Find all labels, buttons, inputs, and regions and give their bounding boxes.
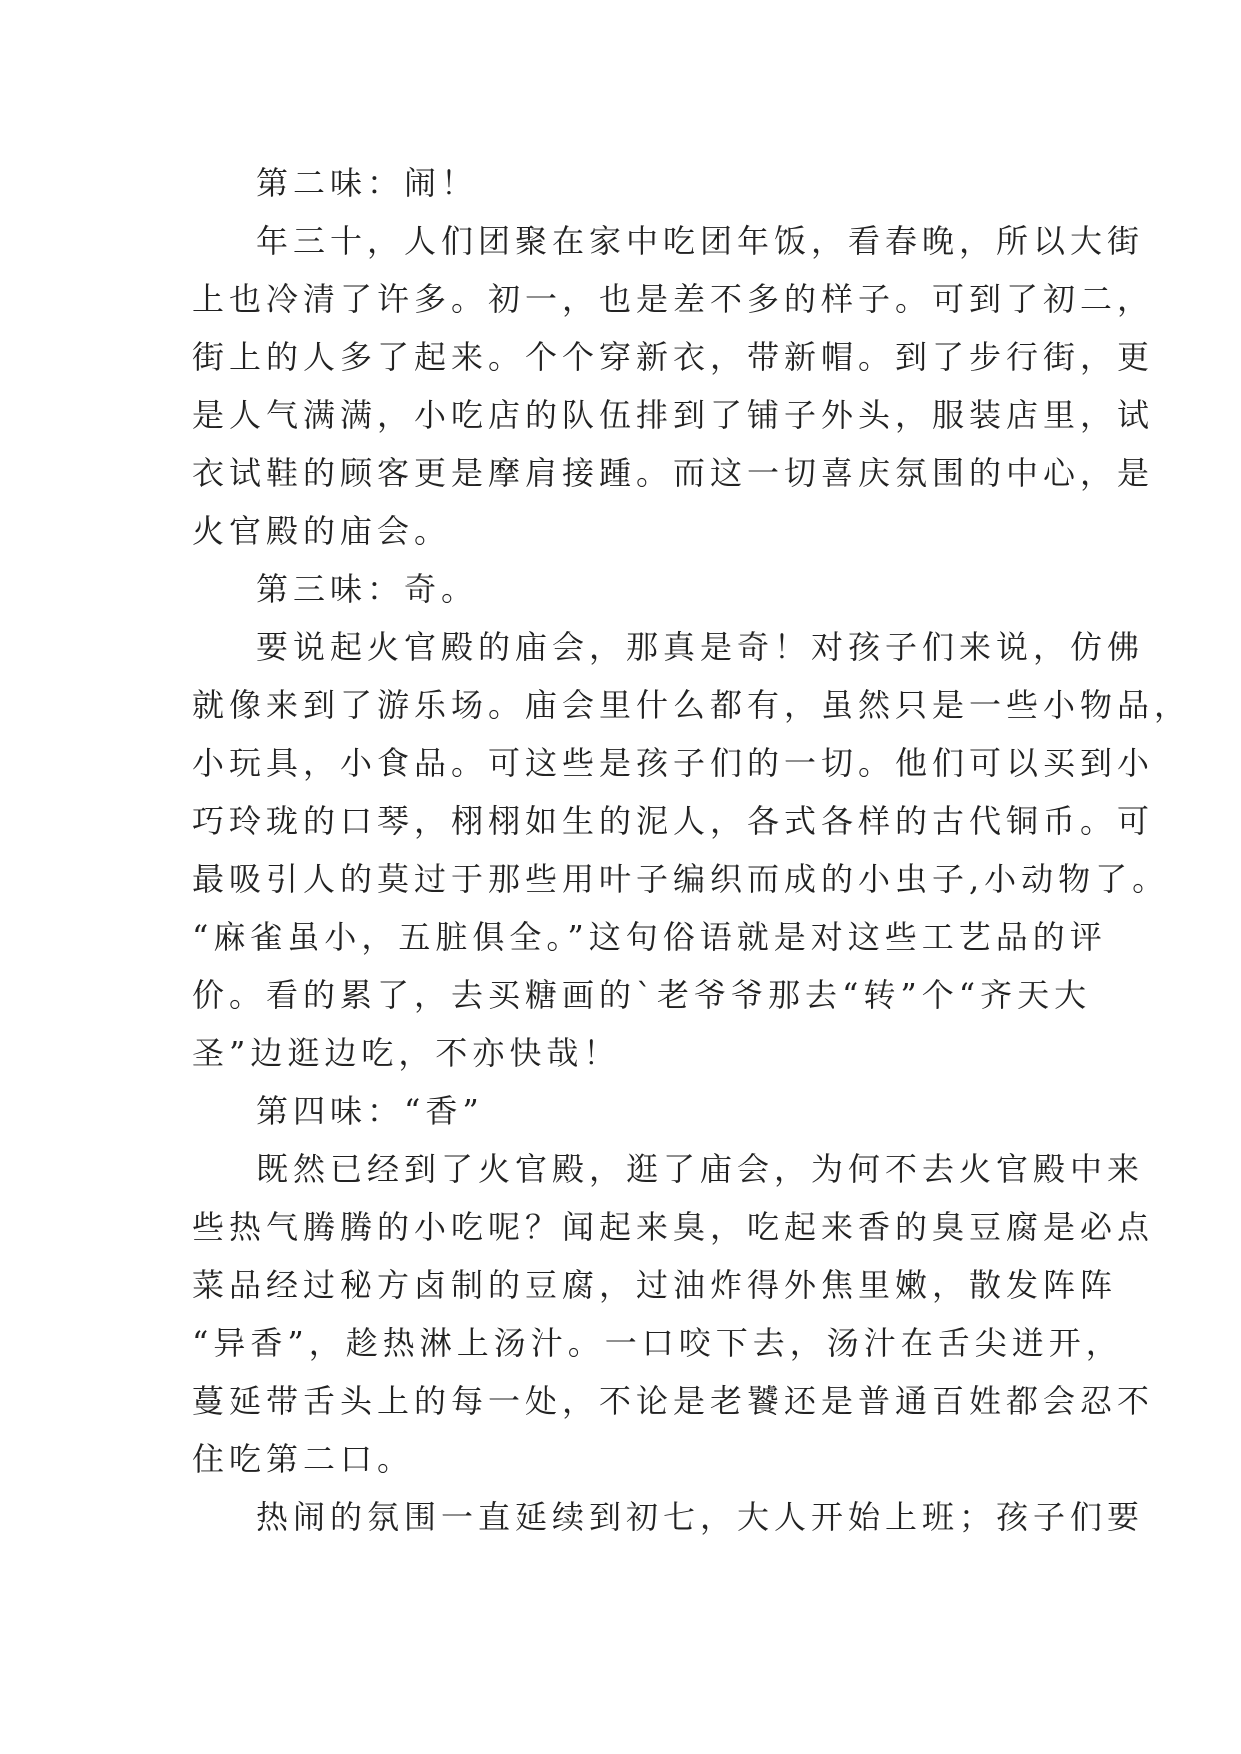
paragraph-line: 价。看的累了，去买糖画的`老爷爷那去“转”个“齐天大 [192,976,1092,1014]
paragraph-line: 菜品经过秘方卤制的豆腐，过油炸得外焦里嫩，散发阵阵 [192,1266,1118,1304]
paragraph-line: 既然已经到了火官殿，逛了庙会，为何不去火官殿中来 [256,1150,1145,1188]
paragraph-line: 火官殿的庙会。 [192,512,452,550]
paragraph-line: 就像来到了游乐场。庙会里什么都有，虽然只是一些小物品， [192,686,1192,724]
paragraph-line: 年三十，人们团聚在家中吃团年饭，看春晚，所以大街 [256,222,1145,260]
body-text [192,154,1192,1546]
paragraph-line: 街上的人多了起来。个个穿新衣，带新帽。到了步行街，更 [192,338,1155,376]
paragraph-line: “异香”，趁热淋上汤汁。一口咬下去，汤汁在舌尖迸开， [192,1324,1123,1362]
paragraph-line: 住吃第二口。 [192,1440,415,1478]
paragraph-line: 衣试鞋的顾客更是摩肩接踵。而这一切喜庆氛围的中心，是 [192,454,1155,492]
paragraph-line: 巧玲珑的口琴，栩栩如生的泥人，各式各样的古代铜币。可 [192,802,1155,840]
paragraph-line: 些热气腾腾的小吃呢？闻起来臭，吃起来香的臭豆腐是必点 [192,1208,1155,1246]
paragraph-line: 是人气满满，小吃店的队伍排到了铺子外头，服装店里，试 [192,396,1155,434]
paragraph-line: 热闹的氛围一直延续到初七，大人开始上班；孩子们要 [256,1498,1145,1536]
paragraph-line: 要说起火官殿的庙会，那真是奇！对孩子们来说，仿佛 [256,628,1145,666]
paragraph-line: 小玩具，小食品。可这些是孩子们的一切。他们可以买到小 [192,744,1155,782]
section-heading-2: 第二味：闹！ [256,164,479,202]
paragraph-line: 蔓延带舌头上的每一处，不论是老饕还是普通百姓都会忍不 [192,1382,1155,1420]
paragraph-line: 最吸引人的莫过于那些用叶子编织而成的小虫子,小动物了。 [192,860,1170,898]
paragraph-line: 上也冷清了许多。初一，也是差不多的样子。可到了初二， [192,280,1155,318]
section-heading-4: 第四味：“香” [256,1092,484,1130]
section-heading-3: 第三味：奇。 [256,570,479,608]
paragraph-line: “麻雀虽小，五脏俱全。”这句俗语就是对这些工艺品的评 [192,918,1107,956]
paragraph-line: 圣”边逛边吃，不亦快哉！ [192,1034,621,1072]
